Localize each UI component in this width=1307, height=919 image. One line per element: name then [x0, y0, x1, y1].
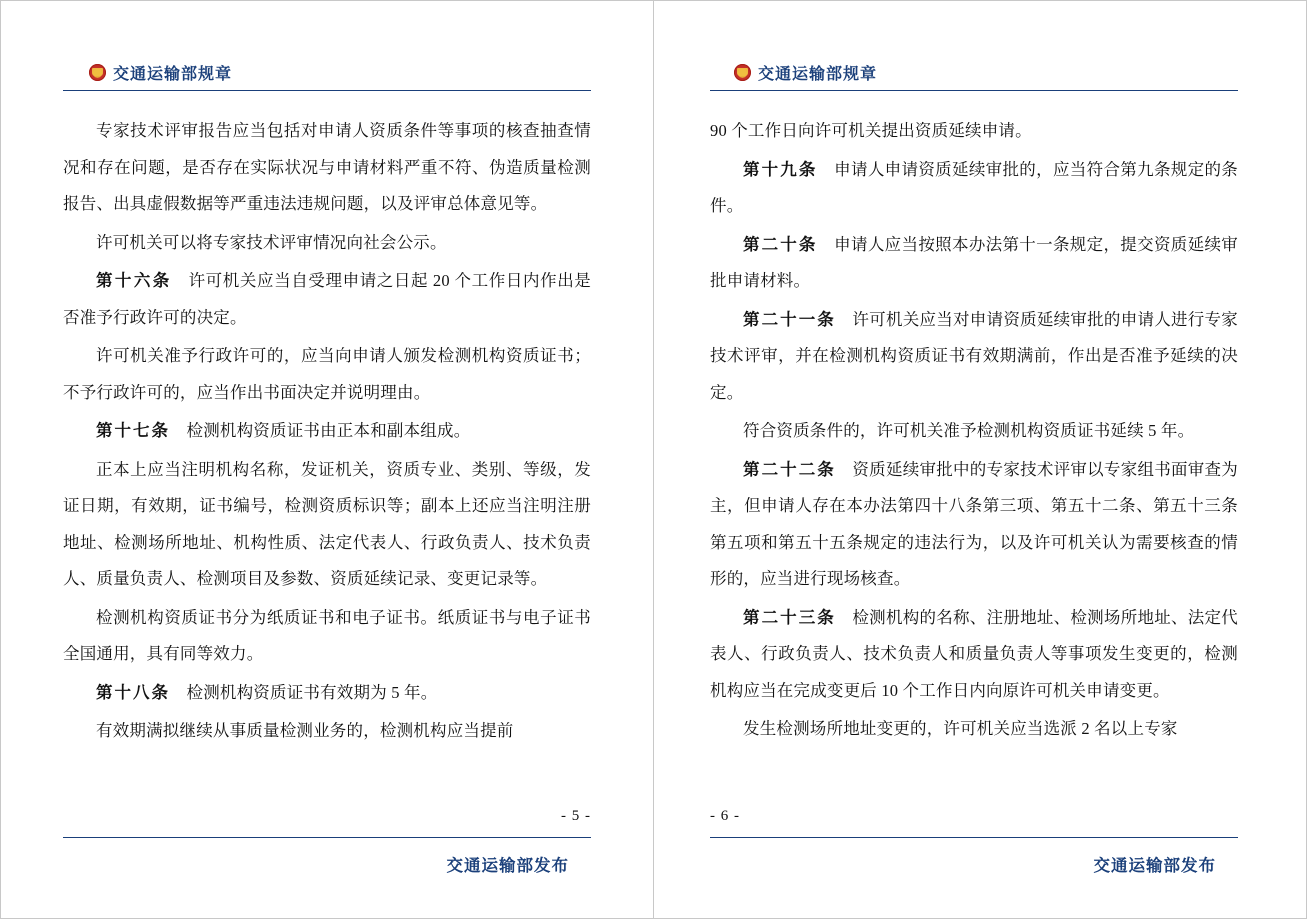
national-emblem-icon	[734, 64, 751, 81]
footer-title: 交通运输部发布	[446, 857, 569, 875]
header-divider	[710, 90, 1238, 91]
article-marker: 第十七条	[96, 421, 170, 440]
header-divider	[63, 90, 591, 91]
paragraph-article	[63, 413, 591, 450]
paragraph-article	[63, 263, 591, 336]
paragraph: 专家技术评审报告应当包括对申请人资质条件等事项的核查抽查情况和存在问题，是否存在实际状况与申请材料严重不符、伪造质量检测报告、出具虚假数据等严重违法违规问题，以及评审总体意见等。	[63, 121, 591, 213]
paragraph-continued: 90 个工作日向许可机关提出资质延续申请。	[710, 121, 1032, 140]
page-number: - 6 -	[710, 808, 740, 824]
article-text: 许可机关应当自受理申请之日起 20 个工作日内作出是否准予行政许可的决定。	[63, 271, 592, 327]
page-number: - 5 -	[561, 808, 591, 824]
article-text: 许可机关应当对申请资质延续审批的申请人进行专家技术评审，并在检测机构资质证书有效期满前，作出是否准予延续的决定。	[710, 309, 1238, 402]
paragraph: 检测机构资质证书分为纸质证书和电子证书。纸质证书与电子证书全国通用，具有同等效力。	[63, 607, 591, 663]
paragraph-article	[710, 152, 1238, 225]
article-marker: 第十八条	[96, 682, 170, 702]
page-left	[0, 0, 653, 919]
article-marker: 第十九条	[743, 159, 818, 179]
paragraph: 发生检测场所地址变更的，许可机关应当选派 2 名以上专家	[743, 719, 1178, 738]
paragraph: 许可机关准予行政许可的，应当向申请人颁发检测机构资质证书；不予行政许可的，应当作出书面决定并说明理由。	[63, 346, 591, 402]
footer-divider	[63, 837, 591, 838]
page-right	[653, 0, 1307, 919]
header-title: 交通运输部规章	[758, 66, 878, 83]
page-header	[710, 61, 1238, 90]
article-text: 申请人应当按照本办法第十一条规定，提交资质延续审批申请材料。	[710, 234, 1238, 290]
national-emblem-icon	[89, 64, 106, 81]
paragraph: 正本上应当注明机构名称，发证机关，资质专业、类别、等级，发证日期，有效期，证书编号，检测资质标识等；副本上还应当注明注册地址、检测场所地址、机构性质、法定代表人、行政负责人、技术负责人、质量负责人、检测项目及参数、资质延续记录、变更记录等。	[63, 459, 591, 588]
page-header	[63, 61, 591, 90]
page-body-left	[63, 113, 591, 750]
article-marker: 第二十三条	[743, 607, 836, 627]
article-marker: 第十六条	[96, 271, 172, 290]
paragraph: 许可机关可以将专家技术评审情况向社会公示。	[96, 232, 447, 252]
article-marker: 第二十一条	[743, 309, 836, 329]
footer-divider	[710, 837, 1238, 838]
page-body-right	[710, 113, 1238, 748]
paragraph-article	[710, 452, 1238, 598]
article-text: 检测机构资质证书有效期为 5 年。	[186, 682, 438, 702]
article-text: 申请人申请资质延续审批的，应当符合第九条规定的条件。	[710, 159, 1238, 215]
article-text: 检测机构的名称、注册地址、检测场所地址、法定代表人、行政负责人、技术负责人和质量负责人等事项发生变更的，检测机构应当在完成变更后 10 个工作日内向原许可机关申请变更。	[710, 607, 1238, 700]
paragraph-article	[63, 675, 591, 712]
paragraph: 符合资质条件的，许可机关准予检测机构资质证书延续 5 年。	[743, 421, 1195, 440]
paragraph-article	[710, 302, 1238, 412]
article-marker: 第二十二条	[743, 459, 836, 479]
article-text: 检测机构资质证书由正本和副本组成。	[186, 421, 471, 440]
article-marker: 第二十条	[743, 234, 818, 254]
header-title: 交通运输部规章	[113, 66, 233, 83]
article-text: 资质延续审批中的专家技术评审以专家组书面审查为主，但申请人存在本办法第四十八条第三项、第五十二条、第五十三条第五项和第五十五条规定的违法行为，以及许可机关认为需要核查的情形的，应当进行现场核查。	[710, 459, 1238, 588]
paragraph-article	[710, 600, 1238, 710]
paragraph: 有效期满拟继续从事质量检测业务的，检测机构应当提前	[96, 721, 514, 740]
paragraph-article	[710, 227, 1238, 300]
footer-title: 交通运输部发布	[1093, 857, 1216, 875]
